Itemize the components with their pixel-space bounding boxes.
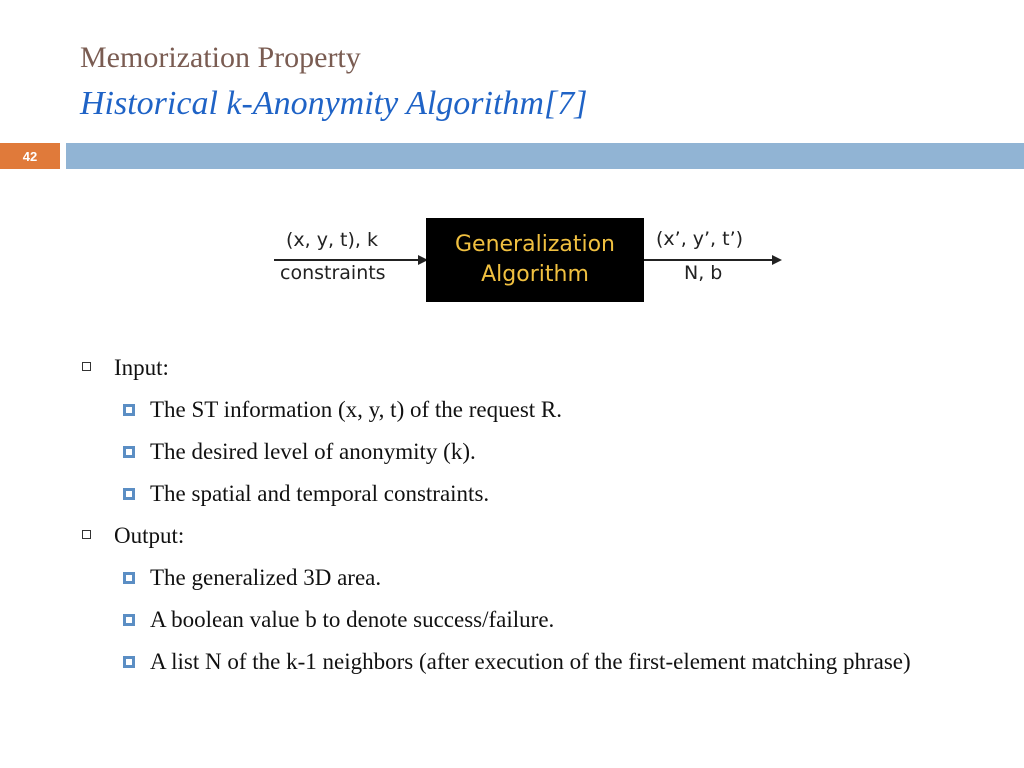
hollow-square-bullet-icon <box>82 362 91 371</box>
input-arrow-line <box>274 259 420 261</box>
sub-bullet <box>80 395 960 425</box>
hollow-square-bullet-icon <box>82 530 91 539</box>
sub-bullet <box>80 437 960 467</box>
bullet-input <box>80 353 960 383</box>
bullet-output <box>80 521 960 551</box>
output-arrow-head-icon <box>772 255 782 265</box>
header-bar <box>66 143 1024 169</box>
diagram-output-top: (x’, y’, t’) <box>656 228 744 250</box>
bullet-label: Output: <box>114 523 185 548</box>
generalization-algorithm-box <box>426 218 644 302</box>
slide-title: Memorization Property <box>80 41 361 74</box>
sub-bullet <box>80 479 960 509</box>
page-number: 42 <box>0 143 60 169</box>
sub-bullet-text: A boolean value b to denote success/failure. <box>150 607 555 632</box>
sub-bullet-text: The generalized 3D area. <box>150 565 382 590</box>
square-bullet-icon <box>123 488 135 500</box>
sub-bullet-text: The desired level of anonymity (k). <box>150 439 476 464</box>
sub-bullet-text: The spatial and temporal constraints. <box>150 481 490 506</box>
diagram-output-bottom: N, b <box>684 262 723 284</box>
bullet-label: Input: <box>114 355 169 380</box>
square-bullet-icon <box>123 404 135 416</box>
box-line-1: Generalization <box>455 232 615 257</box>
sub-bullet <box>80 605 960 635</box>
output-arrow-line <box>644 259 774 261</box>
sub-bullet-text: A list N of the k-1 neighbors (after execution of the first-element matching phrase) <box>150 649 911 674</box>
slide-subtitle: Historical k-Anonymity Algorithm[7] <box>80 85 588 122</box>
bullet-list <box>80 350 960 677</box>
diagram-input-top: (x, y, t), k <box>286 229 379 251</box>
sub-bullet <box>80 563 960 593</box>
diagram-input-bottom: constraints <box>280 262 386 284</box>
box-line-2: Algorithm <box>481 262 589 287</box>
square-bullet-icon <box>123 614 135 626</box>
sub-bullet-text: The ST information (x, y, t) of the request R. <box>150 397 563 422</box>
generalization-diagram <box>266 214 786 306</box>
square-bullet-icon <box>123 572 135 584</box>
sub-bullet <box>80 647 960 677</box>
square-bullet-icon <box>123 656 135 668</box>
square-bullet-icon <box>123 446 135 458</box>
